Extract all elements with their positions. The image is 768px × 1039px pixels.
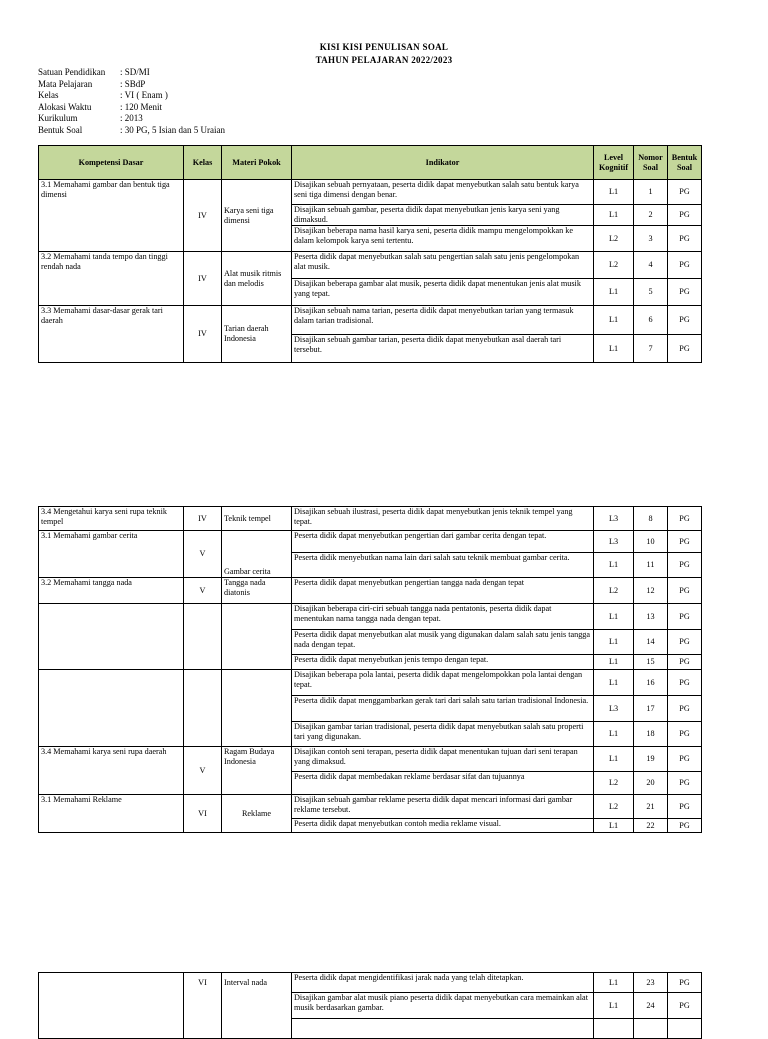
bentuk-cell: PG <box>668 604 702 630</box>
table-row <box>39 180 702 205</box>
bentuk-cell: PG <box>668 772 702 795</box>
indikator-cell: Disajikan beberapa ciri-ciri sebuah tangga nada pentatonis, peserta didik dapat menentukan nama tangga nada dengan tepat. <box>292 604 594 630</box>
indikator-cell: Disajikan beberapa nama hasil karya seni, peserta didik mampu mengelompokkan ke dalam kelompok karya seni tertentu. <box>292 226 594 252</box>
nomor-cell: 23 <box>634 973 668 993</box>
nomor-cell: 13 <box>634 604 668 630</box>
bentuk-cell: PG <box>668 973 702 993</box>
table-row <box>39 670 702 696</box>
indikator-cell: Disajikan beberapa gambar alat musik, peserta didik dapat menentukan jenis alat musik yang tepat. <box>292 279 594 306</box>
indikator-cell: Disajikan sebuah nama tarian, peserta didik dapat menyebutkan tarian yang termasuk dalam tarian tradisional. <box>292 306 594 335</box>
kd-cell: 3.1 Memahami gambar cerita <box>39 531 184 578</box>
indikator-cell: Disajikan sebuah pernyataan, peserta didik dapat menyebutkan salah satu bentuk karya seni tiga dimensi dengan benar. <box>292 180 594 205</box>
indikator-cell: Peserta didik dapat menyebutkan pengertian dari gambar cerita dengan tepat. <box>292 531 594 553</box>
header-row <box>39 146 702 180</box>
kelas-cell: V <box>184 578 222 604</box>
indikator-cell: Peserta didik dapat menyebutkan salah satu pengertian salah satu jenis pengelompokan alat musik. <box>292 252 594 279</box>
level-cell: L3 <box>594 531 634 553</box>
indikator-cell: Disajikan sebuah gambar, peserta didik dapat menyebutkan jenis karya seni yang dimaksud. <box>292 205 594 226</box>
level-cell: L3 <box>594 696 634 722</box>
bentuk-cell-cut <box>668 1019 702 1039</box>
meta-value: : VI ( Enam ) <box>120 90 168 101</box>
kd-cell: 3.1 Memahami gambar dan bentuk tiga dimensi <box>39 180 184 252</box>
kelas-cell: V <box>184 531 222 578</box>
kelas-cell-empty <box>184 670 222 747</box>
grid-table-2 <box>38 506 702 833</box>
indikator-cell: Peserta didik dapat menyebutkan jenis tempo dengan tepat. <box>292 655 594 670</box>
indikator-cell: Disajikan sebuah ilustrasi, peserta didik dapat menyebutkan jenis teknik tempel yang tepat. <box>292 507 594 531</box>
nomor-cell: 15 <box>634 655 668 670</box>
level-cell: L1 <box>594 553 634 578</box>
table-row <box>39 507 702 531</box>
level-cell: L1 <box>594 819 634 833</box>
level-cell: L1 <box>594 279 634 306</box>
indikator-cell: Disajikan gambar tarian tradisional, peserta didik dapat menyebutkan salah satu properti tari yang digunakan. <box>292 722 594 747</box>
level-cell: L2 <box>594 772 634 795</box>
indikator-cell: Disajikan sebuah gambar reklame peserta didik dapat mencari informasi dari gambar reklame tersebut. <box>292 795 594 819</box>
nomor-cell: 11 <box>634 553 668 578</box>
meta-row <box>38 90 225 102</box>
nomor-cell: 24 <box>634 993 668 1019</box>
table-row <box>39 531 702 553</box>
meta-label: Kelas <box>38 90 59 101</box>
kelas-cell-empty <box>184 604 222 670</box>
kelas-cell: IV <box>184 180 222 252</box>
indikator-cell: Peserta didik menyebutkan nama lain dari salah satu teknik membuat gambar cerita. <box>292 553 594 578</box>
kelas-cell: V <box>184 747 222 795</box>
table-row <box>39 306 702 335</box>
level-cell: L1 <box>594 973 634 993</box>
nomor-cell: 21 <box>634 795 668 819</box>
nomor-cell: 4 <box>634 252 668 279</box>
materi-cell: Alat musik ritmis dan melodis <box>222 252 292 306</box>
level-cell: L1 <box>594 655 634 670</box>
bentuk-cell: PG <box>668 335 702 363</box>
nomor-cell: 16 <box>634 670 668 696</box>
level-cell: L1 <box>594 604 634 630</box>
document-title: KISI KISI PENULISAN SOAL <box>319 42 449 52</box>
kd-cell: 3.2 Memahami tangga nada <box>39 578 184 604</box>
nomor-cell: 6 <box>634 306 668 335</box>
indikator-cell-cut <box>292 1019 594 1039</box>
meta-row <box>38 102 225 114</box>
kelas-cell: IV <box>184 252 222 306</box>
level-cell: L2 <box>594 252 634 279</box>
meta-label: Alokasi Waktu <box>38 101 92 112</box>
nomor-cell: 12 <box>634 578 668 604</box>
table-row <box>39 795 702 819</box>
nomor-cell: 17 <box>634 696 668 722</box>
indikator-cell: Peserta didik dapat menyebutkan alat musik yang digunakan dalam salah satu jenis tangga nada dengan tepat. <box>292 630 594 655</box>
bentuk-cell: PG <box>668 306 702 335</box>
bentuk-cell: PG <box>668 507 702 531</box>
kd-cell: 3.4 Memahami karya seni rupa daerah <box>39 747 184 795</box>
level-cell: L2 <box>594 578 634 604</box>
table-row <box>39 973 702 993</box>
indikator-cell: Peserta didik dapat menggambarkan gerak tari dari salah satu tarian tradisional Indonesia. <box>292 696 594 722</box>
meta-value: : SD/MI <box>120 67 150 77</box>
materi-cell: Karya seni tiga dimensi <box>222 180 292 252</box>
meta-row <box>38 79 225 91</box>
materi-cell: Tangga nada diatonis <box>222 578 292 604</box>
materi-cell: Tarian daerah Indonesia <box>222 306 292 363</box>
indikator-cell: Peserta didik dapat menyebutkan contoh media reklame visual. <box>292 819 594 833</box>
level-cell: L1 <box>594 747 634 772</box>
header-nomor: Nomor Soal <box>634 146 668 180</box>
kd-cell: 3.1 Memahami Reklame <box>39 795 184 833</box>
kd-cell: 3.4 Mengetahui karya seni rupa teknik tempel <box>39 507 184 531</box>
header-level: Level Kognitif <box>594 146 634 180</box>
bentuk-cell: PG <box>668 795 702 819</box>
kd-cell: 3.3 Memahami dasar-dasar gerak tari daerah <box>39 306 184 363</box>
level-cell: L1 <box>594 630 634 655</box>
meta-value: : 30 PG, 5 Isian dan 5 Uraian <box>120 124 225 135</box>
nomor-cell: 14 <box>634 630 668 655</box>
nomor-cell: 2 <box>634 205 668 226</box>
level-cell: L1 <box>594 722 634 747</box>
level-cell: L1 <box>594 205 634 226</box>
nomor-cell: 22 <box>634 819 668 833</box>
indikator-cell: Disajikan contoh seni terapan, peserta didik dapat menentukan tujuan dari seni terapan yang dimaksud. <box>292 747 594 772</box>
table-row <box>39 578 702 604</box>
kelas-cell: VI <box>184 973 222 1039</box>
level-cell: L2 <box>594 226 634 252</box>
kelas-cell: VI <box>184 795 222 833</box>
level-cell: L2 <box>594 795 634 819</box>
document-subtitle: TAHUN PELAJARAN 2022/2023 <box>315 55 453 65</box>
nomor-cell: 18 <box>634 722 668 747</box>
meta-value: : 120 Menit <box>120 101 162 112</box>
bentuk-cell: PG <box>668 655 702 670</box>
level-cell: L1 <box>594 670 634 696</box>
materi-cell: Interval nada <box>222 973 292 1039</box>
indikator-cell: Disajikan gambar alat musik piano peserta didik dapat menyebutkan cara memainkan alat musik berdasarkan gambar. <box>292 993 594 1019</box>
document-meta <box>38 67 225 137</box>
bentuk-cell: PG <box>668 819 702 833</box>
nomor-cell: 19 <box>634 747 668 772</box>
bentuk-cell: PG <box>668 205 702 226</box>
bentuk-cell: PG <box>668 993 702 1019</box>
indikator-cell: Peserta didik dapat menyebutkan pengertian tangga nada dengan tepat <box>292 578 594 604</box>
bentuk-cell: PG <box>668 722 702 747</box>
meta-label: Bentuk Soal <box>38 124 83 135</box>
nomor-cell: 20 <box>634 772 668 795</box>
meta-row <box>38 67 225 79</box>
meta-label: Mata Pelajaran <box>38 78 93 89</box>
table-row <box>39 747 702 772</box>
level-cell-cut <box>594 1019 634 1039</box>
kd-cell: 3.2 Memahami tanda tempo dan tinggi rendah nada <box>39 252 184 306</box>
meta-value: : 2013 <box>120 113 143 124</box>
materi-cell-empty <box>222 604 292 670</box>
header-materi: Materi Pokok <box>222 146 292 180</box>
level-cell: L1 <box>594 993 634 1019</box>
bentuk-cell: PG <box>668 226 702 252</box>
nomor-cell: 7 <box>634 335 668 363</box>
materi-cell: Reklame <box>222 795 292 833</box>
materi-cell: Teknik tempel <box>222 507 292 531</box>
indikator-cell: Peserta didik dapat mengidentifikasi jarak nada yang telah ditetapkan. <box>292 973 594 993</box>
bentuk-cell: PG <box>668 578 702 604</box>
nomor-cell: 10 <box>634 531 668 553</box>
grid-table-1 <box>38 145 702 363</box>
meta-value: : SBdP <box>120 78 146 89</box>
bentuk-cell: PG <box>668 747 702 772</box>
level-cell: L1 <box>594 306 634 335</box>
bentuk-cell: PG <box>668 553 702 578</box>
bentuk-cell: PG <box>668 696 702 722</box>
materi-cell: Ragam Budaya Indonesia <box>222 747 292 795</box>
indikator-cell: Disajikan beberapa pola lantai, peserta didik dapat mengelompokkan pola lantai dengan tepat. <box>292 670 594 696</box>
kd-cell-empty <box>39 670 184 747</box>
bentuk-cell: PG <box>668 630 702 655</box>
bentuk-cell: PG <box>668 180 702 205</box>
materi-cell: Gambar cerita <box>222 531 292 578</box>
bentuk-cell: PG <box>668 252 702 279</box>
nomor-cell: 5 <box>634 279 668 306</box>
header-indikator: Indikator <box>292 146 594 180</box>
header-kelas: Kelas <box>184 146 222 180</box>
bentuk-cell: PG <box>668 531 702 553</box>
nomor-cell: 3 <box>634 226 668 252</box>
meta-label: Kurikulum <box>38 113 78 124</box>
nomor-cell-cut <box>634 1019 668 1039</box>
meta-label: Satuan Pendidikan <box>38 67 106 77</box>
table-row <box>39 252 702 279</box>
nomor-cell: 8 <box>634 507 668 531</box>
bentuk-cell: PG <box>668 670 702 696</box>
level-cell: L1 <box>594 180 634 205</box>
meta-row <box>38 113 225 125</box>
kelas-cell: IV <box>184 507 222 531</box>
kd-cell-empty <box>39 604 184 670</box>
level-cell: L3 <box>594 507 634 531</box>
header-bentuk: Bentuk Soal <box>668 146 702 180</box>
header-kompetensi: Kompetensi Dasar <box>39 146 184 180</box>
indikator-cell: Peserta didik dapat membedakan reklame berdasar sifat dan tujuannya <box>292 772 594 795</box>
kd-cell-empty <box>39 973 184 1039</box>
indikator-cell: Disajikan sebuah gambar tarian, peserta didik dapat menyebutkan asal daerah tari tersebut. <box>292 335 594 363</box>
nomor-cell: 1 <box>634 180 668 205</box>
grid-table-3 <box>38 972 702 1039</box>
meta-row <box>38 125 225 137</box>
materi-cell-empty <box>222 670 292 747</box>
level-cell: L1 <box>594 335 634 363</box>
kelas-cell: IV <box>184 306 222 363</box>
table-row <box>39 604 702 630</box>
bentuk-cell: PG <box>668 279 702 306</box>
